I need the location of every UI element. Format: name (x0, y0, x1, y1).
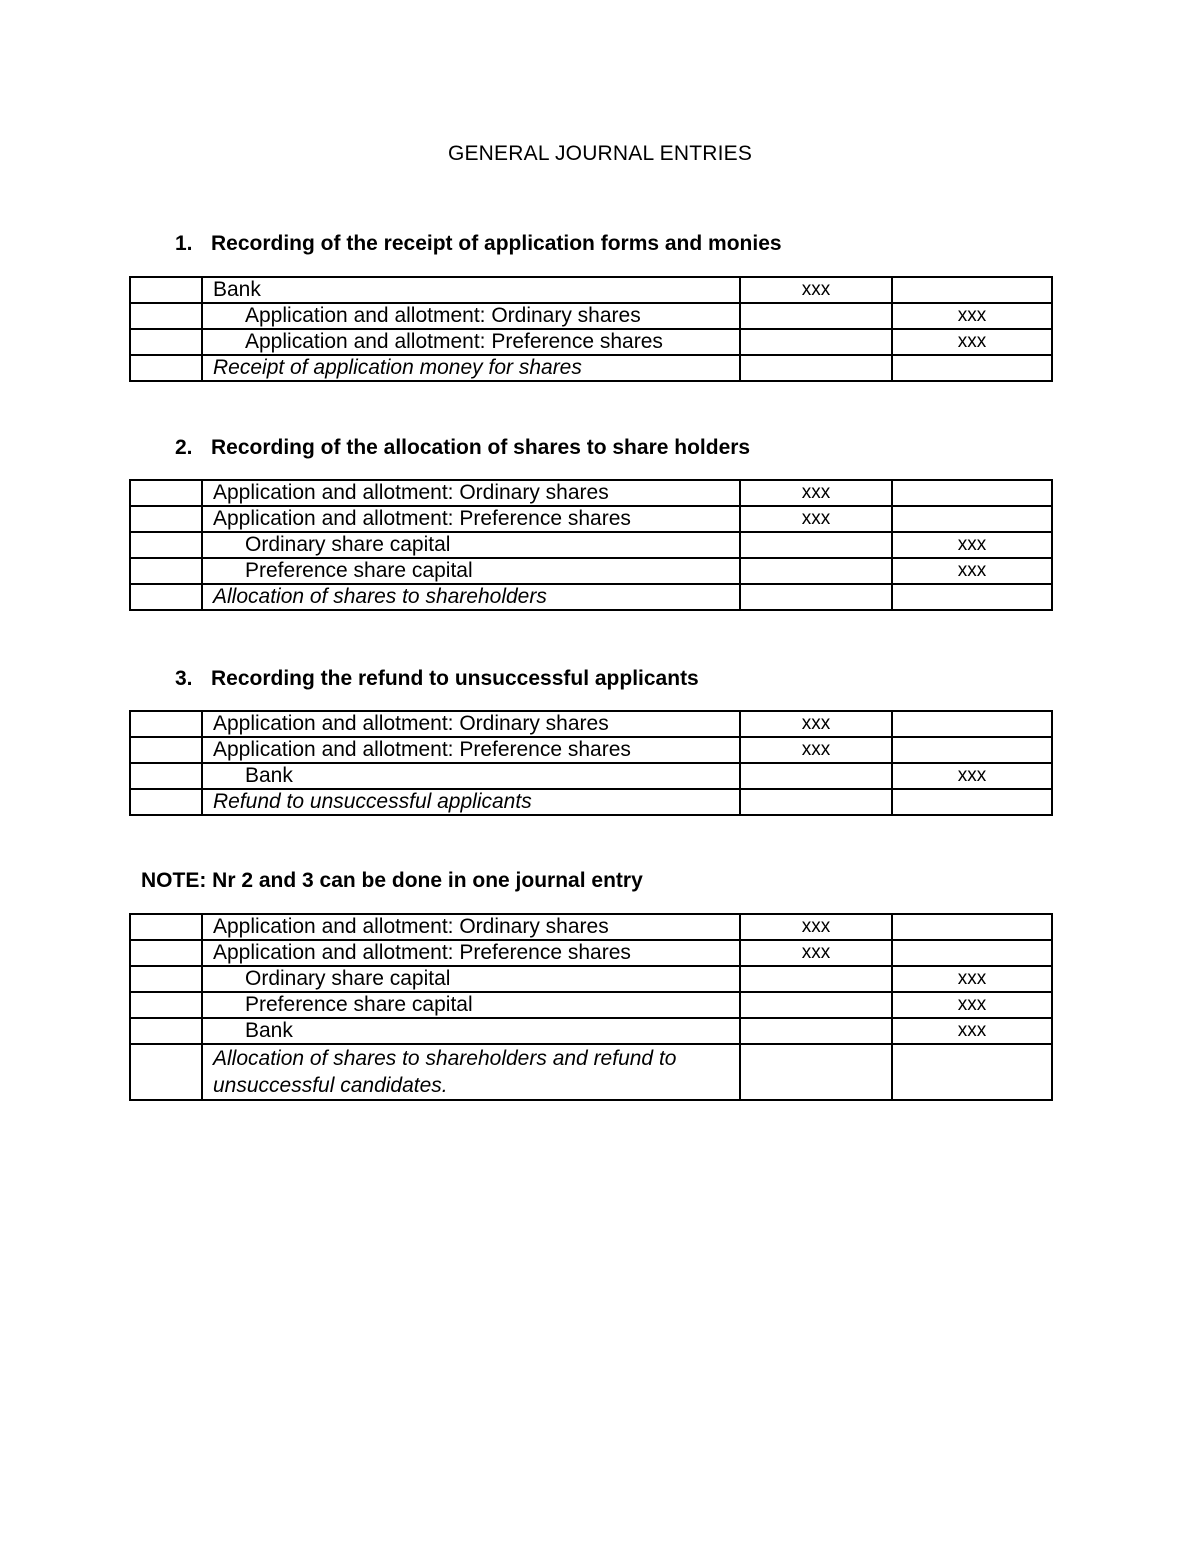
debit-cell (740, 532, 892, 558)
account-cell (202, 763, 740, 789)
journal-row (130, 737, 1052, 763)
journal-row (130, 329, 1052, 355)
date-cell (130, 711, 202, 737)
narration-row (130, 584, 1052, 610)
credit-cell (892, 506, 1052, 532)
account-name: Application and allotment: Ordinary shares (245, 304, 641, 327)
account-name: Application and allotment: Ordinary shares (213, 481, 609, 504)
section-3-heading-text: Recording the refund to unsuccessful applicants (211, 667, 699, 690)
account-name: Application and allotment: Preference shares (213, 941, 631, 964)
credit-cell (892, 277, 1052, 303)
debit-cell (740, 329, 892, 355)
credit-cell (892, 737, 1052, 763)
account-name: Application and allotment: Preference shares (213, 738, 631, 761)
journal-row (130, 763, 1052, 789)
account-name: Application and allotment: Ordinary shares (213, 712, 609, 735)
narration-cell: Refund to unsuccessful applicants (202, 789, 740, 815)
account-cell (202, 940, 740, 966)
narration-row (130, 1044, 1052, 1100)
date-cell (130, 584, 202, 610)
section-2-number: 2. (175, 436, 193, 459)
journal-row (130, 303, 1052, 329)
credit-cell (892, 789, 1052, 815)
date-cell (130, 277, 202, 303)
credit-cell: xxx (892, 329, 1052, 355)
account-name: Ordinary share capital (245, 967, 451, 990)
section-1-heading (175, 232, 782, 256)
section-2-heading (175, 436, 750, 460)
journal-row (130, 1018, 1052, 1044)
section-3-heading (175, 667, 699, 691)
account-cell (202, 914, 740, 940)
debit-cell (740, 558, 892, 584)
date-cell (130, 966, 202, 992)
date-cell (130, 558, 202, 584)
credit-cell (892, 914, 1052, 940)
journal-row (130, 914, 1052, 940)
journal-row (130, 711, 1052, 737)
debit-cell: xxx (740, 940, 892, 966)
date-cell (130, 789, 202, 815)
account-cell (202, 737, 740, 763)
narration-row (130, 789, 1052, 815)
narration-cell: Allocation of shares to shareholders and refund to unsuccessful candidates. (202, 1044, 740, 1100)
credit-cell: xxx (892, 303, 1052, 329)
account-name: Application and allotment: Ordinary shares (213, 915, 609, 938)
credit-cell (892, 355, 1052, 381)
account-cell (202, 1018, 740, 1044)
credit-cell: xxx (892, 1018, 1052, 1044)
credit-cell: xxx (892, 558, 1052, 584)
page-title: GENERAL JOURNAL ENTRIES (447, 142, 753, 165)
section-1-heading-text: Recording of the receipt of application forms and monies (211, 232, 782, 255)
account-cell (202, 480, 740, 506)
date-cell (130, 506, 202, 532)
date-cell (130, 532, 202, 558)
debit-cell: xxx (740, 914, 892, 940)
date-cell (130, 737, 202, 763)
debit-cell (740, 992, 892, 1018)
account-name: Bank (213, 278, 261, 301)
credit-cell (892, 1044, 1052, 1100)
journal-table-combined (129, 913, 1053, 1101)
credit-cell: xxx (892, 966, 1052, 992)
date-cell (130, 992, 202, 1018)
credit-cell (892, 711, 1052, 737)
credit-cell (892, 480, 1052, 506)
section-2-heading-text: Recording of the allocation of shares to share holders (211, 436, 751, 459)
account-cell (202, 992, 740, 1018)
debit-cell: xxx (740, 506, 892, 532)
debit-cell (740, 789, 892, 815)
journal-table-3 (129, 710, 1053, 816)
debit-cell: xxx (740, 480, 892, 506)
journal-row (130, 506, 1052, 532)
credit-cell: xxx (892, 532, 1052, 558)
debit-cell: xxx (740, 711, 892, 737)
date-cell (130, 1044, 202, 1100)
credit-cell: xxx (892, 992, 1052, 1018)
account-cell (202, 711, 740, 737)
debit-cell (740, 584, 892, 610)
account-cell (202, 329, 740, 355)
narration-cell: Receipt of application money for shares (202, 355, 740, 381)
journal-row (130, 940, 1052, 966)
journal-row (130, 480, 1052, 506)
debit-cell (740, 355, 892, 381)
date-cell (130, 303, 202, 329)
account-cell (202, 506, 740, 532)
account-name: Preference share capital (245, 993, 473, 1016)
account-name: Bank (245, 1019, 293, 1042)
account-cell (202, 966, 740, 992)
journal-row (130, 277, 1052, 303)
account-cell (202, 277, 740, 303)
journal-row (130, 966, 1052, 992)
journal-table-2 (129, 479, 1053, 611)
account-cell (202, 558, 740, 584)
narration-cell: Allocation of shares to shareholders (202, 584, 740, 610)
debit-cell (740, 763, 892, 789)
date-cell (130, 355, 202, 381)
date-cell (130, 914, 202, 940)
journal-row (130, 992, 1052, 1018)
journal-row (130, 558, 1052, 584)
section-3-number: 3. (175, 667, 193, 690)
date-cell (130, 480, 202, 506)
date-cell (130, 329, 202, 355)
debit-cell (740, 966, 892, 992)
credit-cell (892, 940, 1052, 966)
date-cell (130, 763, 202, 789)
credit-cell (892, 584, 1052, 610)
debit-cell (740, 1018, 892, 1044)
narration-row (130, 355, 1052, 381)
account-name: Preference share capital (245, 559, 473, 582)
account-name: Application and allotment: Preference shares (245, 330, 663, 353)
account-cell (202, 532, 740, 558)
debit-cell (740, 303, 892, 329)
journal-row (130, 532, 1052, 558)
date-cell (130, 1018, 202, 1044)
note-heading: NOTE: Nr 2 and 3 can be done in one journal entry (141, 869, 643, 892)
date-cell (130, 940, 202, 966)
section-1-number: 1. (175, 232, 193, 255)
debit-cell: xxx (740, 277, 892, 303)
account-name: Bank (245, 764, 293, 787)
journal-table-1 (129, 276, 1053, 382)
account-name: Application and allotment: Preference shares (213, 507, 631, 530)
credit-cell: xxx (892, 763, 1052, 789)
account-name: Ordinary share capital (245, 533, 451, 556)
debit-cell (740, 1044, 892, 1100)
debit-cell: xxx (740, 737, 892, 763)
account-cell (202, 303, 740, 329)
